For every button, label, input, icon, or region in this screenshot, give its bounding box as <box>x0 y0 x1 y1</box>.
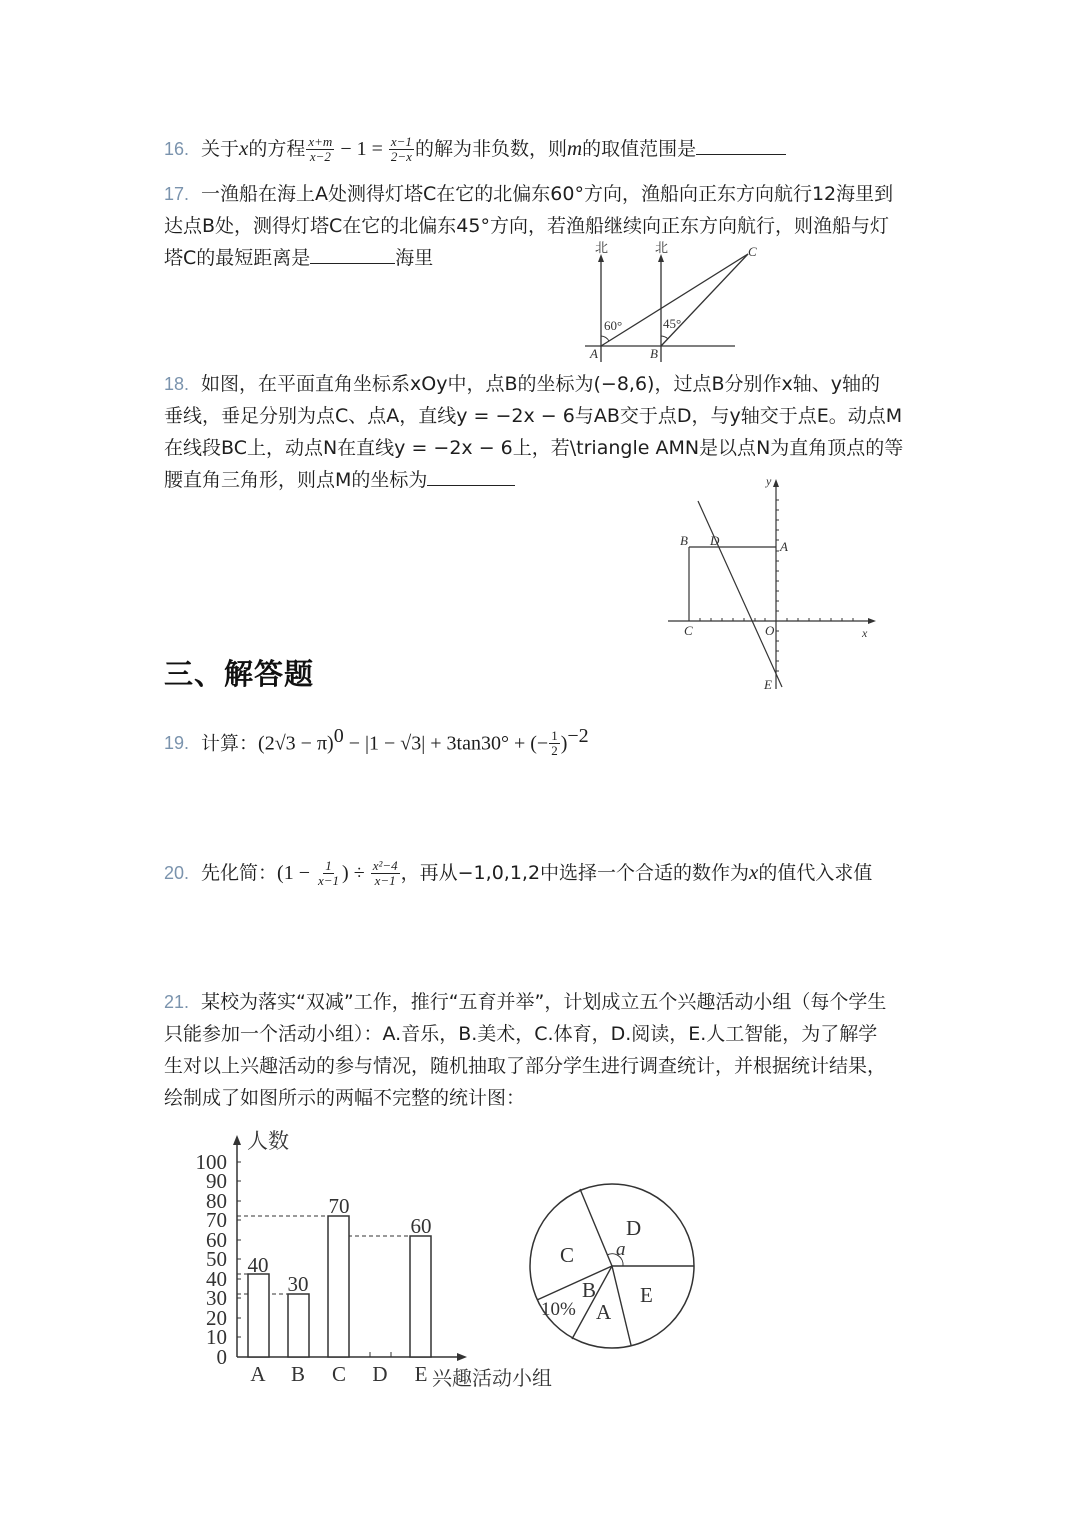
question-18-line4: 腰直角三角形，则点M的坐标为 <box>164 462 515 498</box>
svg-text:60: 60 <box>206 1228 227 1252</box>
svg-text:10: 10 <box>206 1325 227 1349</box>
question-21-line4: 绘制成了如图所示的两幅不完整的统计图： <box>164 1087 526 1109</box>
bar-C <box>328 1216 349 1357</box>
section-title: 三、解答题 <box>164 657 315 691</box>
svg-text:B: B <box>290 1362 306 1386</box>
svg-text:70: 70 <box>328 1194 350 1218</box>
answer-blank <box>427 463 515 486</box>
answer-blank <box>310 241 395 264</box>
answer-blank <box>696 132 786 155</box>
svg-text:兴趣活动小组: 兴趣活动小组 <box>432 1366 552 1390</box>
svg-text:80: 80 <box>206 1189 227 1213</box>
svg-text:C: C <box>560 1243 575 1267</box>
svg-text:A: A <box>780 539 788 554</box>
svg-text:30: 30 <box>287 1272 309 1296</box>
question-number: 21. <box>164 992 190 1012</box>
question-19: 19. 计算：$(2√3 - \pi)^0 - |1 - √3| + 3\tan 30^\circ$ + (− $\frac{1}{2}$ )$^{-2}$ <box>164 725 589 759</box>
svg-text:A: A <box>596 1300 612 1324</box>
svg-text:D: D <box>372 1362 388 1386</box>
fraction: $\frac{\text{x²−4}}{x-1}$ <box>372 858 398 888</box>
bar-A <box>248 1274 269 1357</box>
question-number: 20. <box>164 863 190 883</box>
question-number: 17. <box>164 184 190 204</box>
question-17-line3: 塔C的最短距离是 海里 <box>164 240 433 276</box>
svg-text:60: 60 <box>410 1214 432 1238</box>
svg-text:40: 40 <box>247 1253 269 1277</box>
svg-text:C: C <box>331 1362 347 1386</box>
svg-text:A: A <box>250 1362 266 1386</box>
svg-text:A: A <box>590 346 598 361</box>
fraction: $\frac{x-1}{2-x}$ <box>390 134 412 164</box>
question-21-line3: 生对以上兴趣活动的参与情况，随机抽取了部分学生进行调查统计，并根据统计结果， <box>164 1055 887 1077</box>
svg-text:50: 50 <box>206 1247 227 1271</box>
svg-text:30: 30 <box>206 1286 227 1310</box>
svg-text:100: 100 <box>195 1150 227 1174</box>
svg-text:70: 70 <box>206 1208 227 1232</box>
svg-text:90: 90 <box>206 1169 227 1193</box>
svg-text:E: E <box>764 677 772 692</box>
svg-text:45°: 45° <box>663 316 682 331</box>
question-18-line1: 18. 如图，在平面直角坐标系xOy中，点B的坐标为(−8,6)，过点B分别作x轴、y轴的 <box>164 373 880 395</box>
pie-chart <box>520 1165 710 1360</box>
svg-text:10%: 10% <box>541 1299 576 1320</box>
fraction: $\frac{1}{x-1}$ <box>318 858 340 888</box>
question-17-line2: 达点B处，测得灯塔C在它的北偏东45°方向，若渔船继续向正东方向航行，则渔船与灯 <box>164 215 889 237</box>
svg-text:60°: 60° <box>604 318 623 333</box>
question-18-line3: 在线段BC上，动点N在直线y = −2x − 6上，若\triangle AMN是以点N为直角顶点的等 <box>164 437 904 459</box>
svg-text:C: C <box>748 244 757 259</box>
svg-text:20: 20 <box>206 1306 227 1330</box>
question-17-line1: 17. 一渔船在海上A处测得灯塔C在它的北偏东60°方向，渔船向正东方向航行12海里到 <box>164 183 894 205</box>
bar-B <box>288 1294 309 1357</box>
svg-text:E: E <box>414 1362 428 1386</box>
svg-text:B: B <box>650 346 658 361</box>
svg-text:x: x <box>862 626 868 640</box>
svg-text:E: E <box>640 1283 653 1307</box>
question-16: 16. 关于x的方程 $\frac{x+m}{x-2}$ − 1 = $\frac{x-1}{2-x}$ 的解为非负数，则m的取值范围是 <box>164 130 786 167</box>
svg-text:B: B <box>680 533 688 548</box>
fraction: $\frac{1}{2}$ <box>551 728 558 759</box>
question-21-line2: 只能参加一个活动小组）：A.音乐，B.美术，C.体育，D.阅读，E.人工智能，为了解学 <box>164 1023 878 1045</box>
question-number: 18. <box>164 374 190 394</box>
svg-text:B: B <box>582 1278 597 1302</box>
svg-text:北: 北 <box>595 241 609 256</box>
question-20: 20. 先化简：(1 − $\frac{1}{x-1}$ ) ÷ $\frac{\text{x²−4}}{x-1}$ ，再从−1,0,1,2中选择一个合适的数作为x的值代入求值 <box>164 858 873 888</box>
svg-text:人数: 人数 <box>247 1129 289 1153</box>
svg-text:D: D <box>626 1216 642 1240</box>
svg-text:y: y <box>766 475 772 488</box>
ship-lighthouse-diagram <box>580 240 760 370</box>
svg-text:C: C <box>684 623 693 638</box>
question-number: 16. <box>164 139 190 159</box>
svg-text:O: O <box>765 623 775 638</box>
bar-E <box>410 1236 431 1357</box>
svg-text:40: 40 <box>206 1267 227 1291</box>
svg-text:D: D <box>710 533 720 548</box>
svg-text:0: 0 <box>216 1345 227 1369</box>
question-18-line2: 垂线，垂足分别为点C、点A，直线y = −2x − 6与AB交于点D，与y轴交于点E。动点M <box>164 405 903 427</box>
svg-text:a: a <box>616 1239 626 1260</box>
fraction: $\frac{x+m}{x-2}$ <box>308 134 333 164</box>
coordinate-diagram <box>660 475 885 695</box>
question-21-line1: 21. 某校为落实“双减”工作，推行“五育并举”，计划成立五个兴趣活动小组（每个学生 <box>164 991 887 1013</box>
y-tick-labels <box>196 1150 228 1369</box>
question-number: 19. <box>164 733 190 754</box>
svg-text:北: 北 <box>655 241 669 256</box>
